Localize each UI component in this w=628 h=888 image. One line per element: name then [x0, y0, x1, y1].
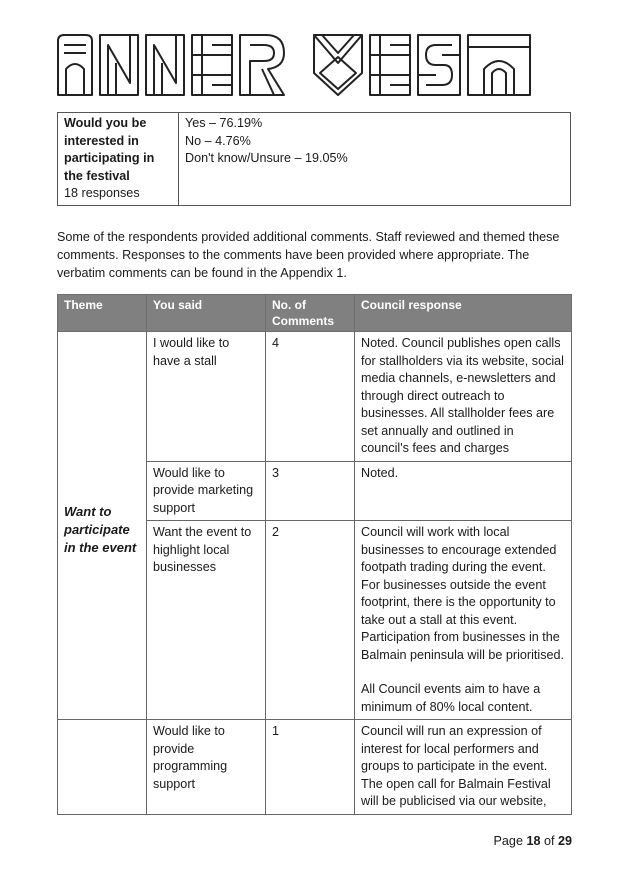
answer-unsure: Don't know/Unsure – 19.05% — [185, 151, 348, 165]
response-paragraph: All Council events aim to have a minimum of 80% local content. — [361, 682, 541, 714]
answers-cell — [179, 113, 571, 206]
answer-yes: Yes – 76.19% — [185, 116, 263, 130]
current-page: 18 — [526, 834, 541, 848]
num-comments-cell: 4 — [266, 332, 355, 462]
council-response-cell: Noted. — [355, 461, 572, 521]
num-comments-cell: 3 — [266, 461, 355, 521]
theme-label: Want to participate in the event — [64, 503, 137, 555]
intro-paragraph: Some of the respondents provided additional comments. Staff reviewed and themed these comments. Responses to the comments have been provided where appropriate. The verbatim comments can be found in the Appendix 1. — [57, 230, 560, 280]
logo-letter-n2 — [146, 35, 184, 95]
logo-letter-w — [314, 35, 362, 95]
table-header-row — [58, 295, 572, 332]
question-title-line: participating in — [64, 151, 155, 165]
logo-letter-s — [418, 35, 460, 95]
question-cell — [58, 113, 179, 206]
total-pages: 29 — [557, 834, 572, 848]
you-said-cell: I would like to have a stall — [147, 332, 266, 462]
paragraph-gap — [361, 664, 565, 681]
question-title-line: Would you be — [64, 116, 147, 130]
council-response-cell — [355, 521, 572, 720]
council-response-cell: Council will run an expression of interest for local performers and groups to participate in the event. The open call for Balmain Festival will be publicised via our website, — [355, 720, 572, 815]
you-said-cell: Would like to provide marketing support — [147, 461, 266, 521]
you-said-cell: Want the event to highlight local businesses — [147, 521, 266, 720]
logo-letter-i — [58, 35, 92, 95]
answer-no: No – 4.76% — [185, 133, 251, 148]
logo-letter-t — [468, 35, 530, 95]
num-comments-cell: 2 — [266, 521, 355, 720]
header-num-comments: No. of Comments — [266, 295, 355, 332]
theme-cell — [58, 332, 147, 720]
header-you-said: You said — [147, 295, 266, 332]
response-count: 18 responses — [64, 186, 140, 200]
table-row — [58, 720, 572, 815]
question-title-line: the festival — [64, 168, 130, 183]
header-theme: Theme — [58, 295, 147, 332]
comments-table — [57, 294, 572, 815]
logo-letter-e2 — [370, 35, 410, 95]
survey-question-table — [57, 112, 571, 206]
page-of: of — [540, 834, 558, 848]
page-prefix: Page — [493, 834, 527, 848]
council-response-cell: Noted. Council publishes open calls for stallholders via its website, social media channels, e-newsletters and through direct outreach to businesses. All stallholder fees are set annually and outlined in council's fees and charges — [355, 332, 572, 462]
question-title-line: interested in — [64, 133, 139, 148]
theme-cell-empty — [58, 720, 147, 815]
logo-letter-e1 — [192, 35, 232, 95]
response-paragraph: Council will work with local businesses to encourage extended footpath trading during the event. For businesses outside the event footprint, there is the opportunity to take out a stall at this event. Participation from businesses in the Balmain peninsula will be prioritised. — [361, 525, 565, 662]
header-council-response: Council response — [355, 295, 572, 332]
logo-letter-n1 — [100, 35, 138, 95]
you-said-cell: Would like to provide programming support — [147, 720, 266, 815]
table-row — [58, 332, 572, 462]
num-comments-cell: 1 — [266, 720, 355, 815]
logo-letter-r — [240, 35, 284, 95]
page-number — [494, 834, 572, 848]
inner-west-logo — [56, 33, 532, 97]
